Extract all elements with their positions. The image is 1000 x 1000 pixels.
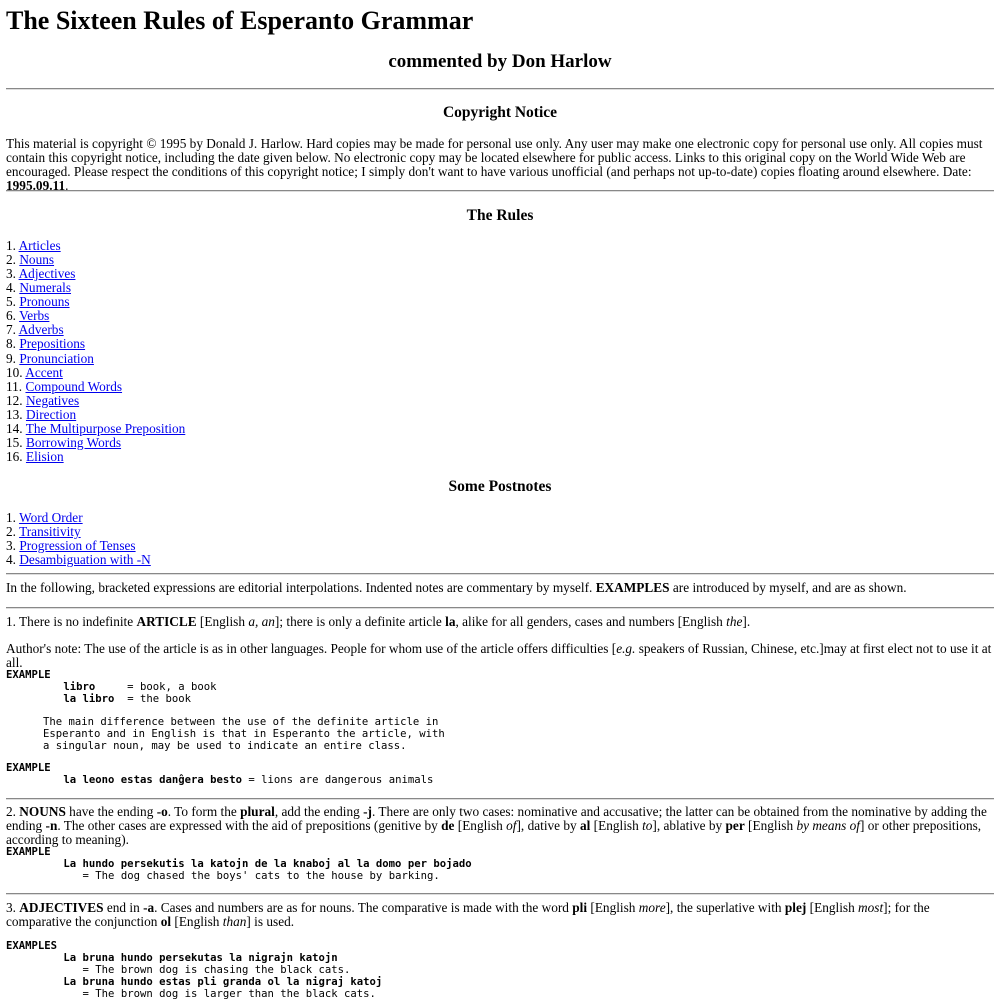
postnotes-item <box>6 553 151 567</box>
rules-link-compound-words[interactable]: Compound Words <box>25 378 123 394</box>
rules-link-elision[interactable]: Elision <box>25 448 64 464</box>
postnotes-item <box>6 511 151 525</box>
divider <box>6 88 994 90</box>
postnotes-link-progression-of-tenses[interactable]: Progression of Tenses <box>19 538 136 554</box>
rules-link-verbs[interactable]: Verbs <box>19 308 50 324</box>
rule-1-example-2: EXAMPLE la leono estas danĝera besto = lions are dangerous animals <box>6 762 434 786</box>
rules-item-number: 11. <box>6 378 23 394</box>
divider <box>6 607 994 609</box>
postnotes-link-desambiguation-with-n[interactable]: Desambiguation with -N <box>19 552 151 568</box>
rule-1-example: EXAMPLE libro = book, a book la libro = the book <box>6 669 217 705</box>
postnotes-list <box>6 511 151 567</box>
rules-link-the-multipurpose-preposition[interactable]: The Multipurpose Preposition <box>25 420 186 436</box>
divider <box>6 798 994 800</box>
divider <box>6 190 994 192</box>
rules-item-number: 5. <box>6 294 16 310</box>
rules-item <box>6 239 185 253</box>
rules-link-negatives[interactable]: Negatives <box>25 392 80 408</box>
rules-item <box>6 408 185 422</box>
copyright-heading: Copyright Notice <box>442 104 558 121</box>
postnotes-item-number: 2. <box>6 524 16 540</box>
rules-item <box>6 253 185 267</box>
intro-paragraph: In the following, bracketed expressions are editorial interpolations. Indented notes are commentary by myself. EXAMPLES are introduced by myself, and are as shown. <box>6 580 907 595</box>
rules-item-number: 6. <box>6 308 16 324</box>
copyright-notice: This material is copyright © 1995 by Donald J. Harlow. Hard copies may be made for personal use only. Any user may make one electronic copy for personal use only. All copies must contain this copyright notice, including the date given below. No electronic copy may be located elsewhere for public access. Links to this original copy on the World Wide Web are encouraged. Please respect the conditions of this copyright notice; I simply don't want to have various unofficial (and perhaps not up-to-date) copies floating around elsewhere. Date: 1995.09.11. <box>6 136 983 193</box>
rules-item-number: 13. <box>6 406 23 422</box>
rules-link-accent[interactable]: Accent <box>25 364 63 380</box>
postnotes-item-number: 1. <box>6 510 16 525</box>
rules-item-number: 7. <box>6 322 16 338</box>
rules-link-prepositions[interactable]: Prepositions <box>19 336 86 352</box>
rules-link-pronunciation[interactable]: Pronunciation <box>19 350 94 366</box>
rules-item-number: 16. <box>6 448 23 464</box>
rules-item <box>6 394 185 408</box>
rules-item <box>6 337 185 351</box>
rule-3-examples: EXAMPLES La bruna hundo persekutas la nigrajn katojn = The brown dog is chasing the black cats. La bruna hundo estas pli granda ol la nigraj katoj = The brown dog is larger than the black cats. <box>6 940 383 1000</box>
postnotes-item-number: 3. <box>6 538 16 554</box>
rules-item-number: 3. <box>6 266 16 282</box>
rules-item <box>6 366 185 380</box>
rules-item-number: 10. <box>6 364 23 380</box>
rules-link-adjectives[interactable]: Adjectives <box>18 266 76 282</box>
divider <box>6 893 994 895</box>
rules-item <box>6 422 185 436</box>
rule-2-text: 2. NOUNS have the ending -o. To form the plural, add the ending -j. There are only two cases: nominative and accusative; the latter can be obtained from the nominative by adding the ending -n. The other cases are expressed with the aid of prepositions (genitive by de [English of], dative by al [English to], ablative by per [English by means of] or other prepositions, according to meaning). <box>6 804 987 847</box>
copyright-date: 1995.09.11 <box>6 178 66 193</box>
rules-item <box>6 450 185 464</box>
page-subtitle: commented by Don Harlow <box>388 51 612 72</box>
rules-item-number: 12. <box>6 392 23 408</box>
rules-item-number: 15. <box>6 434 23 450</box>
divider <box>6 573 994 575</box>
rules-link-nouns[interactable]: Nouns <box>19 252 55 268</box>
rules-item <box>6 267 185 281</box>
rules-item-number: 9. <box>6 350 16 366</box>
rules-link-numerals[interactable]: Numerals <box>19 280 72 296</box>
rule-1-author-note: Author's note: The use of the article is as in other languages. People for whom use of the article offers difficulties [e.g. speakers of Russian, Chinese, etc.]may at first elect not to use it at all. <box>6 641 992 670</box>
rules-item <box>6 295 185 309</box>
rules-list <box>6 239 185 464</box>
rules-heading: The Rules <box>466 207 534 224</box>
postnotes-item-number: 4. <box>6 552 16 568</box>
postnotes-link-transitivity[interactable]: Transitivity <box>19 524 81 540</box>
rules-link-pronouns[interactable]: Pronouns <box>19 294 70 310</box>
rule-1-commentary: The main difference between the use of the definite article in Esperanto and in English is that in Esperanto the article, with a singular noun, may be used to indicate an entire class. <box>43 716 445 752</box>
rules-link-adverbs[interactable]: Adverbs <box>18 322 64 338</box>
rules-item-number: 14. <box>6 420 23 436</box>
rules-item <box>6 281 185 295</box>
rules-item-number: 2. <box>6 252 16 268</box>
rules-item <box>6 323 185 337</box>
rules-link-articles[interactable]: Articles <box>18 238 61 253</box>
postnotes-link-word-order[interactable]: Word Order <box>19 510 83 525</box>
rules-link-direction[interactable]: Direction <box>25 406 77 422</box>
rules-item <box>6 380 185 394</box>
rule-3-text: 3. ADJECTIVES end in -a. Cases and numbers are as for nouns. The comparative is made with the word pli [English more], the superlative with plej [English most]; for the comparative the conjunction ol [English than] is used. <box>6 900 930 929</box>
postnotes-item <box>6 525 151 539</box>
rule-2-example: EXAMPLE La hundo persekutis la katojn de la knaboj al la domo per bojado = The dog chased the boys' cats to the house by barking. <box>6 846 472 882</box>
rules-item-number: 8. <box>6 336 16 352</box>
page-title: The Sixteen Rules of Esperanto Grammar <box>6 6 474 35</box>
rules-item <box>6 309 185 323</box>
rule-1-text: 1. There is no indefinite ARTICLE [English a, an]; there is only a definite article la, alike for all genders, cases and numbers [English the]. <box>6 614 751 629</box>
rules-item-number: 4. <box>6 280 16 296</box>
rules-item <box>6 436 185 450</box>
rules-item <box>6 352 185 366</box>
rules-link-borrowing-words[interactable]: Borrowing Words <box>25 434 122 450</box>
postnotes-heading: Some Postnotes <box>448 478 552 495</box>
postnotes-item <box>6 539 151 553</box>
rules-item-number: 1. <box>6 238 16 253</box>
